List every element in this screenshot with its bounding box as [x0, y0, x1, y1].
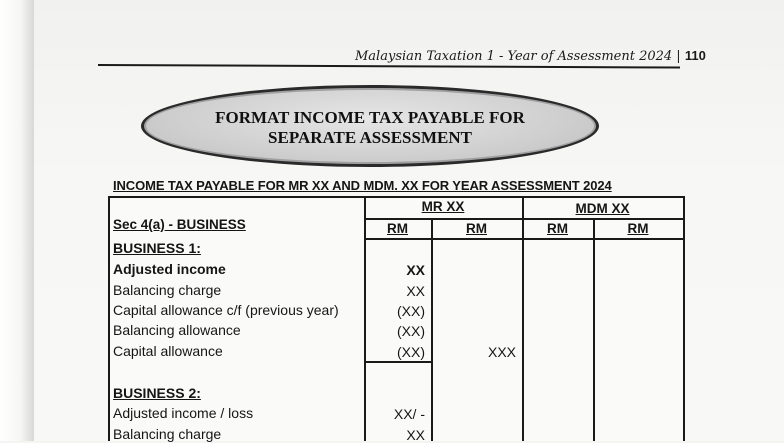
page-number: 110	[684, 48, 706, 63]
row-label: Capital allowance	[113, 343, 223, 359]
banner-line-2: SEPARATE ASSESSMENT	[268, 128, 472, 147]
row-label: BUSINESS 2:	[113, 385, 201, 401]
row-label: Adjusted income / loss	[113, 405, 254, 421]
row-label: Balancing allowance	[113, 322, 241, 338]
row-value-mr: (XX)	[397, 303, 425, 319]
section-label: Sec 4(a) - BUSINESS	[113, 217, 246, 232]
row-value-mr: XX	[406, 427, 425, 443]
row-value-mr: XX/ -	[393, 406, 425, 422]
header-mr-xx: MR XX	[421, 199, 465, 214]
banner-line-1: FORMAT INCOME TAX PAYABLE FOR	[215, 108, 525, 127]
row-label: Balancing charge	[113, 282, 222, 298]
row-label: Capital allowance c/f (previous year)	[113, 302, 339, 318]
col-header-rm-3: RM	[547, 221, 568, 236]
row-value-mr: XX	[406, 262, 425, 278]
row-value-mr: (XX)	[397, 344, 425, 360]
row-value-mr: XX	[406, 283, 425, 299]
page-left-margin	[0, 0, 34, 441]
col-header-rm-1: RM	[387, 221, 408, 236]
col-header-rm-4: RM	[627, 221, 649, 236]
table-title: INCOME TAX PAYABLE FOR MR XX AND MDM. XX FOR YEAR ASSESSMENT 2024	[113, 178, 612, 193]
header-mdm-xx: MDM XX	[575, 201, 630, 216]
running-header	[355, 48, 706, 64]
row-value-mr: (XX)	[397, 323, 425, 339]
row-label: Adjusted income	[113, 261, 226, 277]
row-label: Balancing charge	[113, 426, 222, 442]
row-label: BUSINESS 1:	[113, 240, 201, 256]
col-header-rm-2: RM	[466, 221, 487, 236]
row-total-mr: XXX	[487, 344, 516, 360]
title-banner	[141, 108, 599, 148]
header-separator: |	[676, 49, 681, 64]
book-title: Malaysian Taxation 1 - Year of Assessment 2024	[355, 49, 673, 64]
